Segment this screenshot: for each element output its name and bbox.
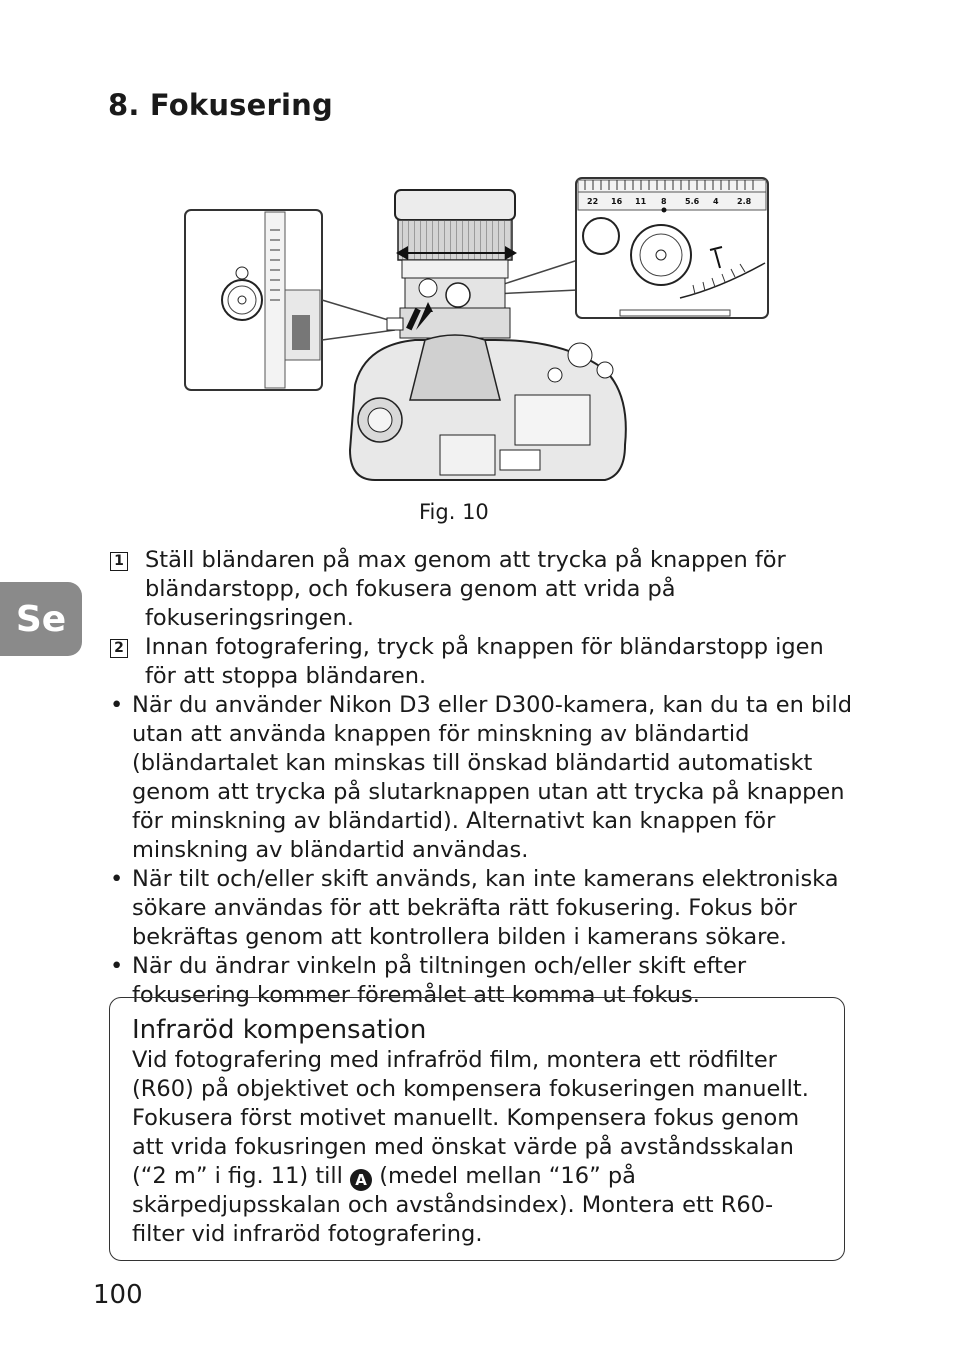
bullet-item [108,691,854,865]
bullet-text: När tilt och/eller skift används, kan inte kamerans elektroniska sökare användas för att bekräfta rätt fokusering. Fokus bör bekräftas genom att kontrollera bilden i kamerans sökare. [132,866,839,950]
aperture-label: 8 [661,197,667,206]
bullet-dot-icon: • [110,692,124,718]
page-number: 100 [93,1280,143,1310]
note-text-before: Vid fotografering med infrafröd film, montera ett rödfilter (R60) på objektivet och kompensera fokuseringen manuellt. Fokusera först motivet manuellt. Kompensera fokus genom att vrida fokusringen med önskat värde på avståndsskalan (“2 m” i fig. 11) till [132,1047,809,1189]
aperture-label: 16 [611,197,623,206]
step-text: Innan fotografering, tryck på knappen för bländarstopp igen för att stoppa bländaren. [145,634,824,689]
aperture-label: 22 [587,197,599,206]
figure-caption: Fig. 10 [419,500,489,524]
camera-lens-illustration [180,170,780,500]
bullet-dot-icon: • [110,866,124,892]
step-number: 2 [110,639,128,658]
note-text-after: (medel mellan “16” på skärpedjupsskalan och avståndsindex). Montera ett R60-filter vid infraröd fotografering. [132,1163,774,1247]
left-inset-detail [185,210,322,390]
step-item [108,633,854,691]
right-inset-detail [576,178,768,318]
marker-a-icon: A [350,1169,372,1191]
note-text [132,1046,822,1249]
language-tab: Se [0,582,82,656]
aperture-label: 4 [713,197,719,206]
bullet-text: När du ändrar vinkeln på tiltningen och/eller skift efter fokusering kommer föremålet att komma ut fokus. [132,953,747,1008]
note-title: Infraröd kompensation [132,1015,427,1045]
step-item [108,546,854,633]
bullet-dot-icon: • [110,953,124,979]
bullet-item [108,865,854,952]
camera-body [350,335,626,480]
instruction-text [108,546,854,1010]
lens-barrel [387,190,517,338]
step-text: Ställ bländaren på max genom att trycka på knappen för bländarstopp, och fokusera genom att vrida på fokuseringsringen. [145,547,786,631]
page-title: 8. Fokusering [108,88,333,122]
aperture-label: 11 [635,197,647,206]
infrared-note-box [109,997,845,1261]
bullet-text: När du använder Nikon D3 eller D300-kamera, kan du ta en bild utan att använda knappen för minskning av bländartid (bländartalet kan minskas till önskad bländartid automatiskt genom att trycka på slutarknappen utan att trycka på knappen för minskning av bländartid). Alternativt kan knappen för minskning av bländartid användas. [132,692,853,863]
step-number: 1 [110,552,128,571]
aperture-label: 5.6 [685,197,700,206]
aperture-label: 2.8 [737,197,752,206]
